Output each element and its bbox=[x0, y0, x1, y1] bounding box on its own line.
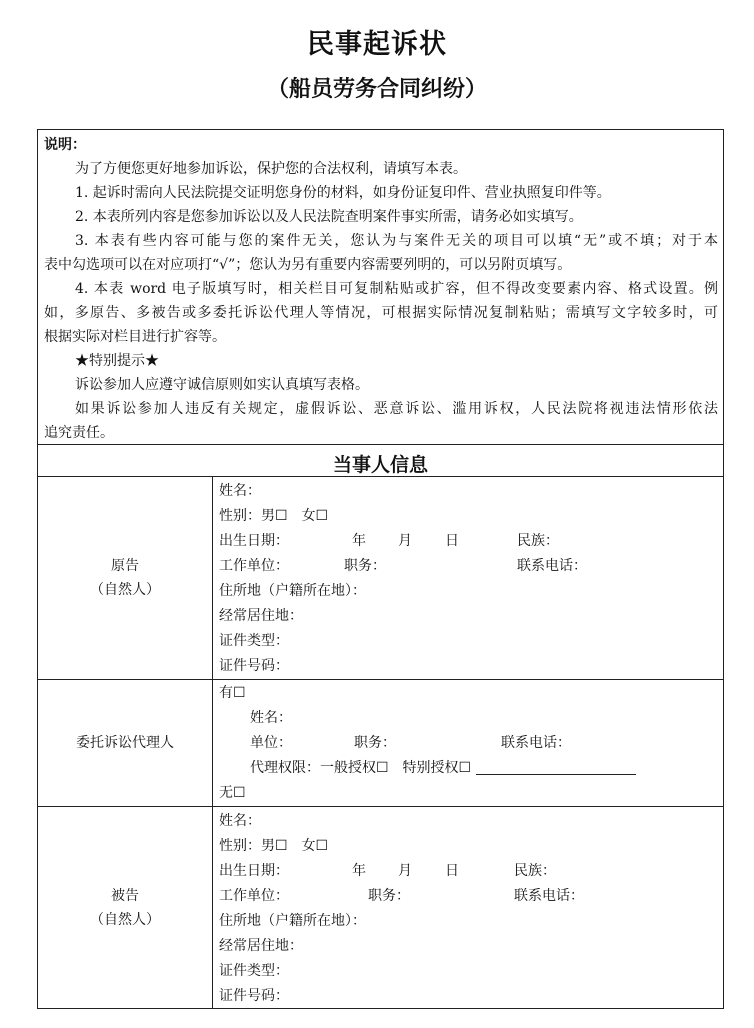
defendant-domicile-field[interactable]: 住所地（户籍所在地）： bbox=[219, 913, 366, 929]
agent-none-checkbox[interactable]: 无☐ bbox=[219, 785, 246, 801]
agent-authority-text: 代理权限：一般授权☐ 特别授权☐ bbox=[250, 760, 472, 776]
section-title: 当事人信息 bbox=[332, 454, 428, 476]
plaintiff-domicile-field[interactable]: 住所地（户籍所在地）： bbox=[219, 583, 366, 599]
notes-item-4-line-2: 如，多原告、多被告或多委托诉讼代理人等情况，可根据实际情况复制粘贴；需填写文字较多时，可 bbox=[44, 305, 718, 321]
agent-unit-field[interactable]: 单位： bbox=[250, 735, 292, 751]
agent-authority-blank[interactable] bbox=[476, 759, 636, 775]
defendant-birth-month: 月 bbox=[398, 863, 412, 879]
plaintiff-id-type-field[interactable]: 证件类型： bbox=[219, 633, 289, 649]
defendant-residence-field[interactable]: 经常居住地： bbox=[219, 938, 303, 954]
warning-line-1: 如果诉讼参加人违反有关规定，虚假诉讼、恶意诉讼、滥用诉权，人民法院将视违法情形依法 bbox=[75, 401, 718, 417]
warning-line-2: 追究责任。 bbox=[44, 425, 114, 441]
defendant-label bbox=[38, 884, 212, 932]
plaintiff-label bbox=[38, 554, 212, 602]
column-divider bbox=[212, 476, 213, 1008]
notes-item-2: 2. 本表所列内容是您参加诉讼以及人民法院查明案件事实所需，请务必如实填写。 bbox=[75, 209, 583, 225]
plaintiff-label-type: （自然人） bbox=[90, 582, 160, 598]
notes-item-4-line-1: 4. 本表 word 电子版填写时，相关栏目可复制粘贴或扩容，但不得改变要素内容、格式设置。例 bbox=[75, 281, 718, 297]
honesty-notice: 诉讼参加人应遵守诚信原则如实认真填写表格。 bbox=[75, 377, 369, 393]
plaintiff-name-field[interactable]: 姓名： bbox=[219, 483, 261, 499]
defendant-phone-field[interactable]: 联系电话： bbox=[514, 888, 584, 904]
defendant-birth-label[interactable]: 出生日期： bbox=[219, 863, 289, 879]
defendant-label-title: 被告 bbox=[111, 888, 139, 904]
plaintiff-gender-field[interactable]: 性别：男☐ 女☐ bbox=[219, 508, 329, 524]
plaintiff-work-unit-field[interactable]: 工作单位： bbox=[219, 558, 289, 574]
agent-position-field[interactable]: 职务： bbox=[354, 735, 396, 751]
defendant-position-field[interactable]: 职务： bbox=[368, 888, 410, 904]
defendant-label-type: （自然人） bbox=[90, 912, 160, 928]
notes-item-3-line-1: 3. 本表有些内容可能与您的案件无关，您认为与案件无关的项目可以填“无”或不填；对于本 bbox=[75, 233, 718, 249]
defendant-id-type-field[interactable]: 证件类型： bbox=[219, 963, 289, 979]
notes-divider bbox=[38, 444, 723, 445]
plaintiff-residence-field[interactable]: 经常居住地： bbox=[219, 608, 303, 624]
plaintiff-phone-field[interactable]: 联系电话： bbox=[517, 558, 587, 574]
defendant-birth-day: 日 bbox=[445, 863, 459, 879]
notes-item-1: 1. 起诉时需向人民法院提交证明您身份的材料，如身份证复印件、营业执照复印件等。 bbox=[75, 185, 611, 201]
plaintiff-divider bbox=[38, 679, 723, 680]
plaintiff-birth-year: 年 bbox=[352, 533, 366, 549]
defendant-name-field[interactable]: 姓名： bbox=[219, 813, 261, 829]
notes-intro: 为了方便您更好地参加诉讼，保护您的合法权利，请填写本表。 bbox=[75, 161, 467, 177]
document-subtitle: （船员劳务合同纠纷） bbox=[266, 76, 487, 102]
defendant-work-unit-field[interactable]: 工作单位： bbox=[219, 888, 289, 904]
plaintiff-birth-month: 月 bbox=[398, 533, 412, 549]
notes-item-4-line-3: 根据实际对栏目进行扩容等。 bbox=[44, 329, 226, 345]
agent-has-checkbox[interactable]: 有☐ bbox=[219, 685, 246, 701]
complaint-form bbox=[37, 129, 724, 1009]
plaintiff-id-number-field[interactable]: 证件号码： bbox=[219, 658, 289, 674]
defendant-ethnic-field[interactable]: 民族： bbox=[514, 863, 556, 879]
defendant-birth-year: 年 bbox=[352, 863, 366, 879]
notes-item-3-line-2: 表中勾选项可以在对应项打“√”；您认为另有重要内容需要列明的，可以另附页填写。 bbox=[44, 257, 572, 273]
agent-label: 委托诉讼代理人 bbox=[76, 735, 174, 751]
document-title: 民事起诉状 bbox=[307, 29, 447, 60]
agent-divider bbox=[38, 806, 723, 807]
agent-phone-field[interactable]: 联系电话： bbox=[501, 735, 571, 751]
agent-authority-field[interactable] bbox=[250, 757, 636, 779]
notes-heading: 说明： bbox=[44, 137, 86, 153]
plaintiff-birth-day: 日 bbox=[445, 533, 459, 549]
plaintiff-birth-label[interactable]: 出生日期： bbox=[219, 533, 289, 549]
plaintiff-label-title: 原告 bbox=[111, 558, 139, 574]
defendant-id-number-field[interactable]: 证件号码： bbox=[219, 988, 289, 1004]
plaintiff-position-field[interactable]: 职务： bbox=[344, 558, 386, 574]
defendant-gender-field[interactable]: 性别：男☐ 女☐ bbox=[219, 838, 329, 854]
special-notice-heading: ★特别提示★ bbox=[75, 353, 159, 369]
section-title-divider bbox=[38, 476, 723, 477]
plaintiff-ethnic-field[interactable]: 民族： bbox=[517, 533, 559, 549]
agent-name-field[interactable]: 姓名： bbox=[250, 710, 292, 726]
